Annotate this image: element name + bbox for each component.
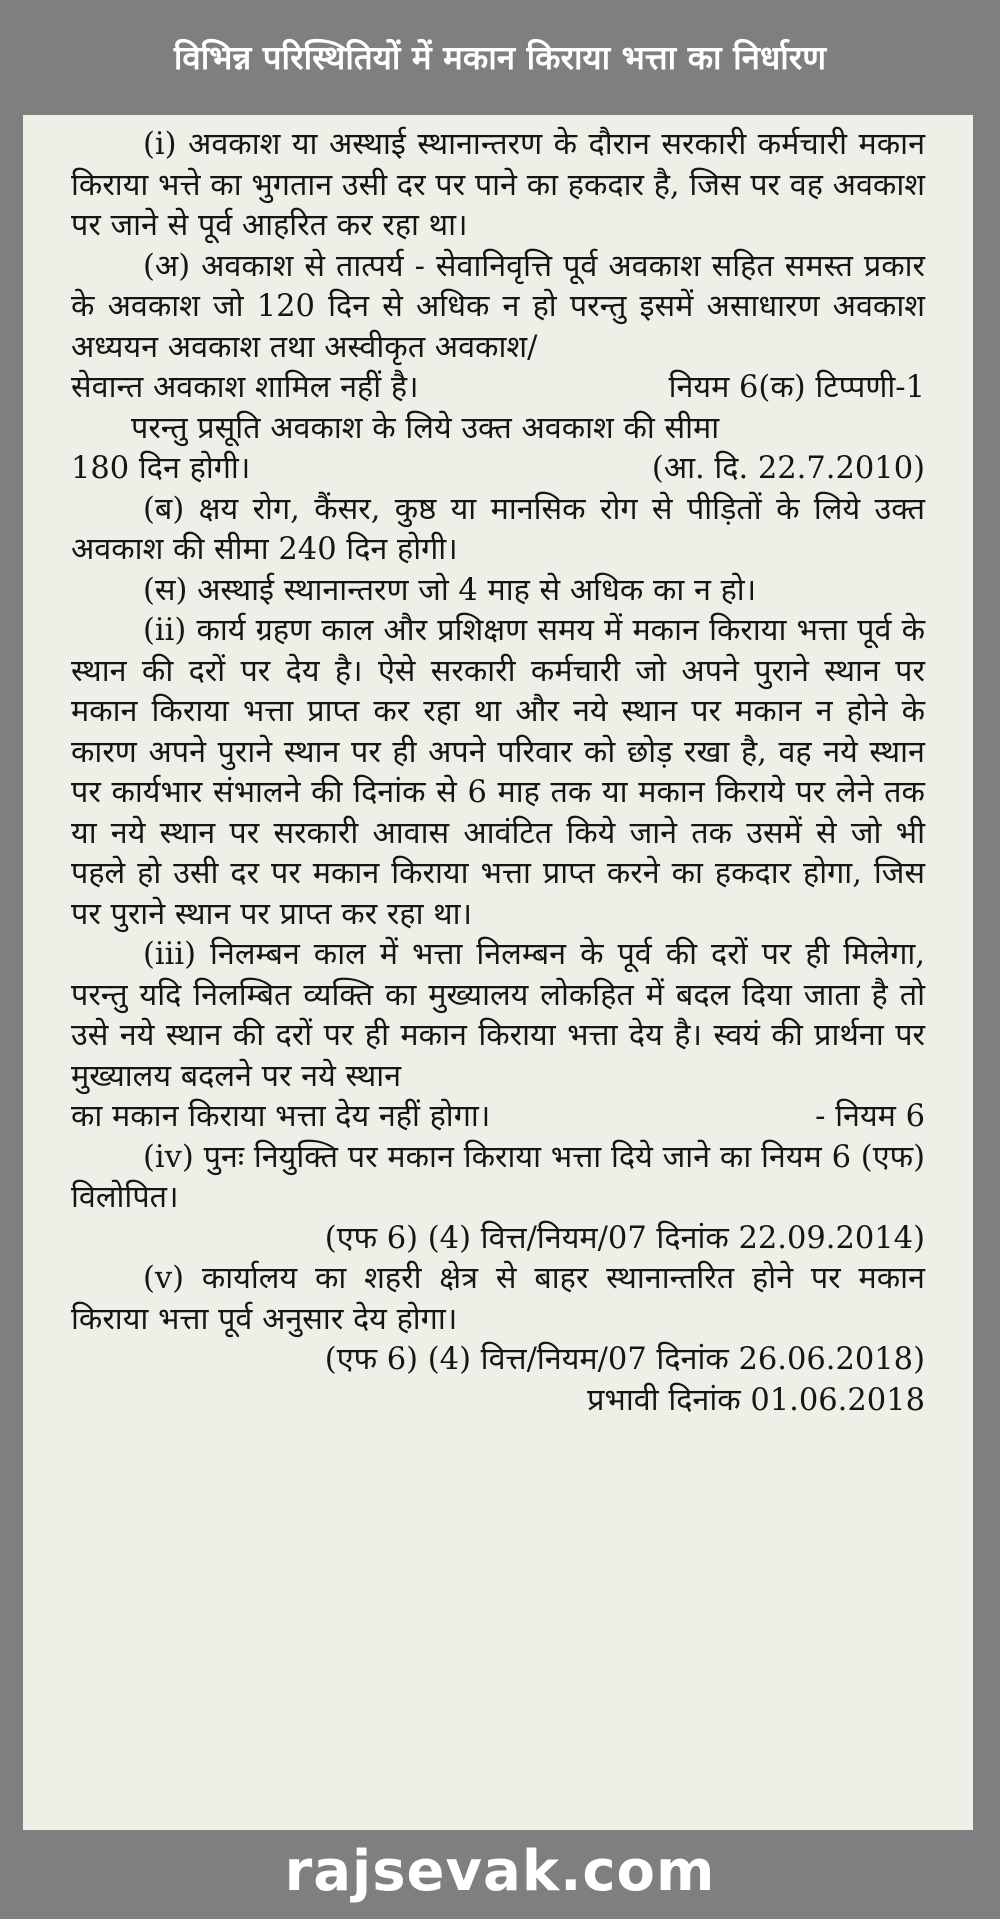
paragraph-maternity: परन्तु प्रसूति अवकाश के लिये उक्त अवकाश की सीमा — [131, 410, 720, 446]
rule-reference: - नियम 6 — [815, 1099, 925, 1134]
order-reference: (एफ 6) (4) वित्त/नियम/07 दिनांक 22.09.2014) — [324, 1220, 925, 1256]
paragraph-ii: (ii) कार्य ग्रहण काल और प्रशिक्षण समय में मकान किराया भत्ता पूर्व के स्थान की दरों पर देय है। ऐसे सरकारी कर्मचारी जो अपने पुराने स्थान पर मकान किराया भत्ता प्राप्त कर रहा था और नये स्थान पर मकान न होने के कारण अपने पुराने स्थान पर ही अपने परिवार को छोड़ रखा है, वह नये स्थान पर कार्यभार संभालने की दिनांक से 6 माह तक या मकान किराये पर लेने तक या नये स्थान पर सरकारी आवास आवंटित किये जाने तक उसमें से जो भी पहले हो उसी दर पर मकान किराया भत्ता प्राप्त करने का हकदार होगा, जिस पर पुराने स्थान पर प्राप्त कर रहा था। — [71, 613, 925, 932]
rule-reference: नियम 6(क) टिप्पणी-1 — [668, 370, 925, 405]
paragraph-a: (अ) अवकाश से तात्पर्य - सेवानिवृत्ति पूर्व अवकाश सहित समस्त प्रकार के अवकाश जो 120 दिन से अधिक न हो परन्तु इसमें असाधारण अवकाश अध्ययन अवकाश तथा अस्वीकृत अवकाश/ — [71, 248, 925, 365]
paragraph-i: (i) अवकाश या अस्थाई स्थानान्तरण के दौरान सरकारी कर्मचारी मकान किराया भत्ते का भुगतान उसी दर पर पाने का हकदार है, जिस पर वह अवकाश पर जाने से पूर्व आहरित कर रहा था। — [71, 127, 925, 243]
paragraph-c: (स) अस्थाई स्थानान्तरण जो 4 माह से अधिक का न हो। — [143, 572, 757, 608]
paragraph-maternity-last-text: 180 दिन होगी। — [71, 451, 251, 486]
paragraph-a-last-text: सेवान्त अवकाश शामिल नहीं है। — [71, 370, 419, 405]
paragraph-iv: (iv) पुनः नियुक्ति पर मकान किराया भत्ता दिये जाने का नियम 6 (एफ) विलोपित। — [71, 1139, 925, 1215]
order-reference: (एफ 6) (4) वित्त/नियम/07 दिनांक 26.06.2018) — [324, 1342, 925, 1377]
paragraph-v: (v) कार्यालय का शहरी क्षेत्र से बाहर स्थानान्तरित होने पर मकान किराया भत्ता पूर्व अनुसार देय होगा। — [71, 1261, 925, 1337]
paragraph-iii-last-text: का मकान किराया भत्ता देय नहीं होगा। — [71, 1099, 491, 1134]
order-reference: (आ. दि. 22.7.2010) — [651, 451, 925, 486]
paragraph-b: (ब) क्षय रोग, कैंसर, कुष्ठ या मानसिक रोग से पीड़ितों के लिये उक्त अवकाश की सीमा 240 दिन होगी। — [71, 491, 925, 567]
page-title: विभिन्न परिस्थितियों में मकान किराया भत्ता का निर्धारण — [173, 38, 827, 77]
effective-date: प्रभावी दिनांक 01.06.2018 — [587, 1382, 925, 1418]
paragraph-a-last-line — [71, 368, 925, 409]
paragraph-iii-last-line — [71, 1097, 925, 1138]
footer-website: rajsevak.com — [284, 1839, 716, 1904]
document-page — [23, 115, 973, 1830]
paragraph-iii: (iii) निलम्बन काल में भत्ता निलम्बन के पूर्व की दरों पर ही मिलेगा, परन्तु यदि निलम्बित व्यक्ति का मुख्यालय लोकहित में बदल दिया जाता है तो उसे नये स्थान की दरों पर ही मकान किराया भत्ता देय है। स्वयं की प्रार्थना पर मुख्यालय बदलने पर नये स्थान — [71, 937, 925, 1094]
paragraph-maternity-last-line — [71, 449, 925, 490]
